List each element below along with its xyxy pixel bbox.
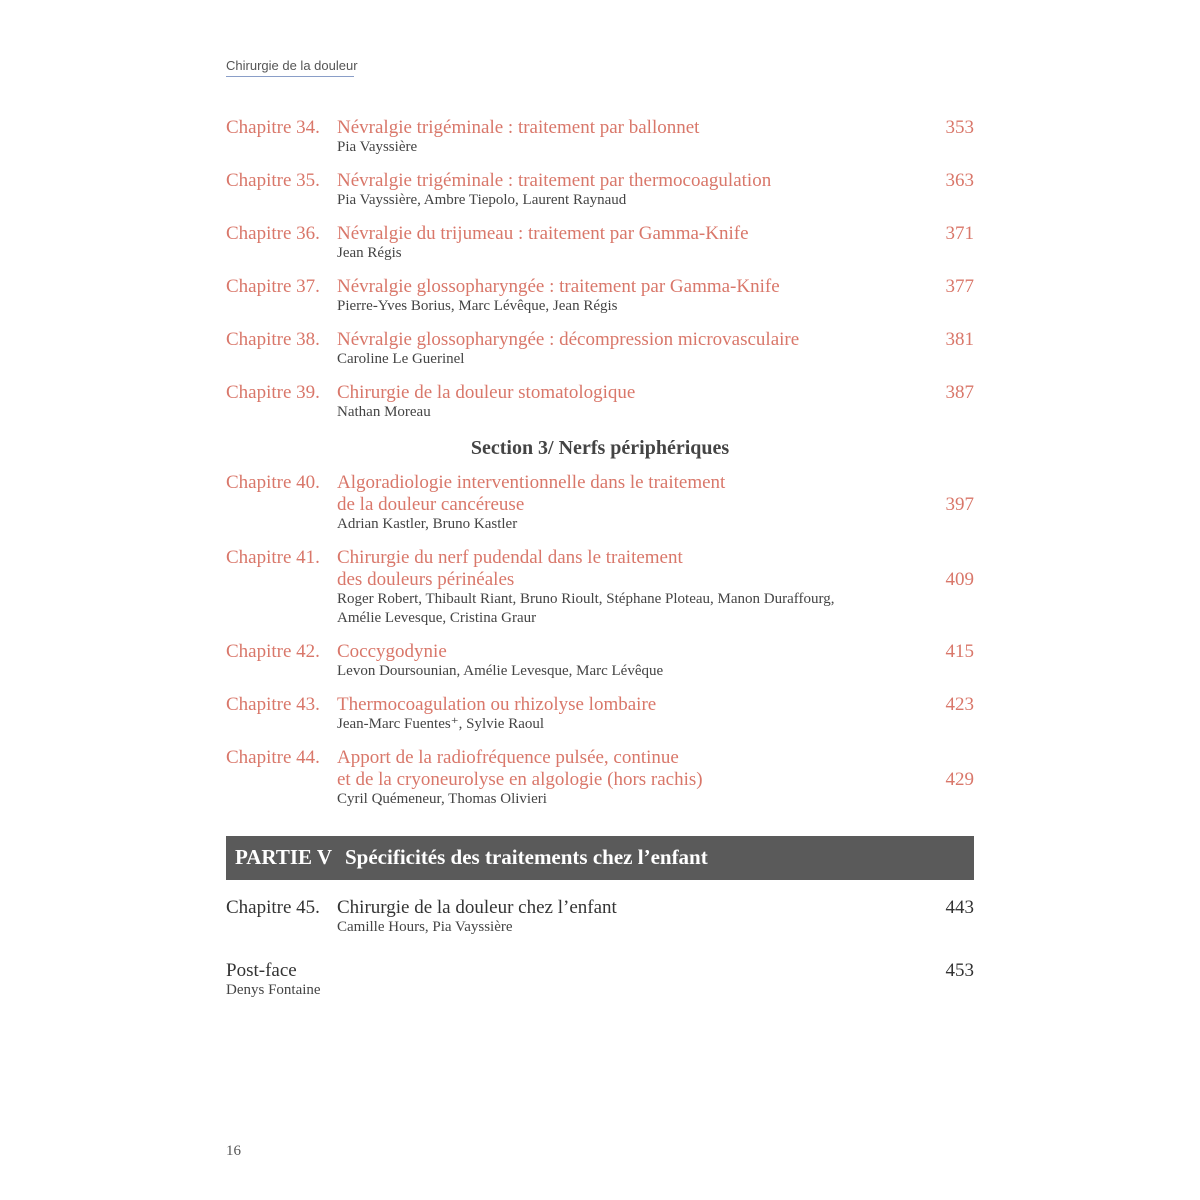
postface-title: Post-face (226, 960, 297, 981)
page-number: 423 (945, 694, 974, 715)
chapter-title: Névralgie glossopharyngée : décompression microvasculaire (337, 329, 800, 350)
chapter-authors (337, 662, 663, 681)
chapter-authors (337, 515, 517, 534)
chapter-title (337, 472, 725, 516)
page-number: 377 (945, 276, 974, 297)
chapter-authors: Caroline Le Guerinel (337, 351, 465, 367)
page-number: 415 (945, 641, 974, 662)
page-number: 429 (945, 769, 974, 790)
page-number: 353 (945, 117, 974, 138)
chapter-authors (337, 715, 544, 734)
chapter-number: Chapitre 45. (226, 897, 320, 918)
page-number: 453 (945, 960, 974, 981)
chapter-title: Névralgie glossopharyngée : traitement par Gamma-Knife (337, 276, 780, 297)
chapter-title: Névralgie trigéminale : traitement par thermocoagulation (337, 170, 772, 191)
author-line: Amélie Levesque, Cristina Graur (337, 610, 537, 626)
chapter-title: Névralgie du trijumeau : traitement par Gamma-Knife (337, 223, 749, 244)
chapter-title (337, 547, 683, 591)
page-number: 443 (945, 897, 974, 918)
chapter-title (337, 641, 447, 663)
chapter-title-line: Coccygodynie (337, 641, 447, 662)
page-number: 397 (945, 494, 974, 515)
page-number: 371 (945, 223, 974, 244)
partie-banner (226, 836, 974, 880)
chapter-number: Chapitre 44. (226, 747, 320, 768)
chapter-number: Chapitre 39. (226, 382, 320, 403)
chapter-authors: Pia Vayssière, Ambre Tiepolo, Laurent Raynaud (337, 192, 627, 208)
partie-title: Spécificités des traitements chez l’enfant (345, 845, 708, 869)
chapter-title-line: Apport de la radiofréquence pulsée, continue (337, 747, 679, 768)
chapter-title: Chirurgie de la douleur chez l’enfant (337, 897, 617, 918)
chapter-authors (337, 790, 547, 809)
author-line: Roger Robert, Thibault Riant, Bruno Rioult, Stéphane Ploteau, Manon Duraffourg, (337, 591, 835, 607)
chapter-title-line: Chirurgie du nerf pudendal dans le traitement (337, 547, 683, 568)
chapter-authors (337, 590, 834, 628)
author-line: Levon Doursounian, Amélie Levesque, Marc Lévêque (337, 663, 664, 679)
chapter-number: Chapitre 42. (226, 641, 320, 662)
chapter-number: Chapitre 43. (226, 694, 320, 715)
chapter-authors: Pierre-Yves Borius, Marc Lévêque, Jean Régis (337, 298, 618, 314)
chapter-title-line: Algoradiologie interventionnelle dans le traitement (337, 472, 726, 493)
chapter-title-line: des douleurs périnéales (337, 569, 515, 590)
chapter-title (337, 747, 703, 791)
chapter-authors: Pia Vayssière (337, 139, 418, 155)
chapter-title: Chirurgie de la douleur stomatologique (337, 382, 636, 403)
chapter-number: Chapitre 41. (226, 547, 320, 568)
author-line: Cyril Quémeneur, Thomas Olivieri (337, 791, 547, 807)
chapter-title-line: de la douleur cancéreuse (337, 494, 525, 515)
chapter-number: Chapitre 37. (226, 276, 320, 297)
page-number: 381 (945, 329, 974, 350)
chapter-number: Chapitre 35. (226, 170, 320, 191)
author-line: Adrian Kastler, Bruno Kastler (337, 516, 518, 532)
chapter-title-line: et de la cryoneurolyse en algologie (hors rachis) (337, 769, 703, 790)
chapter-authors: Nathan Moreau (337, 404, 431, 420)
chapter-authors: Jean Régis (337, 245, 402, 261)
chapter-authors: Camille Hours, Pia Vayssière (337, 919, 513, 935)
chapter-title (337, 694, 656, 716)
page-number: 363 (945, 170, 974, 191)
author-line: Jean-Marc Fuentes⁺, Sylvie Raoul (337, 716, 545, 732)
section-heading: Section 3/ Nerfs périphériques (470, 437, 730, 459)
chapter-title-line: Thermocoagulation ou rhizolyse lombaire (337, 694, 657, 715)
postface-author: Denys Fontaine (226, 982, 321, 998)
chapter-number: Chapitre 36. (226, 223, 320, 244)
running-head: Chirurgie de la douleur (226, 58, 358, 73)
chapter-number: Chapitre 34. (226, 117, 320, 138)
chapter-number: Chapitre 40. (226, 472, 320, 493)
page-number: 409 (945, 569, 974, 590)
running-head-rule (226, 76, 354, 77)
chapter-title: Névralgie trigéminale : traitement par ballonnet (337, 117, 700, 138)
partie-label: PARTIE V (235, 845, 333, 869)
page-number: 387 (945, 382, 974, 403)
folio-page-number: 16 (226, 1143, 241, 1159)
chapter-number: Chapitre 38. (226, 329, 320, 350)
